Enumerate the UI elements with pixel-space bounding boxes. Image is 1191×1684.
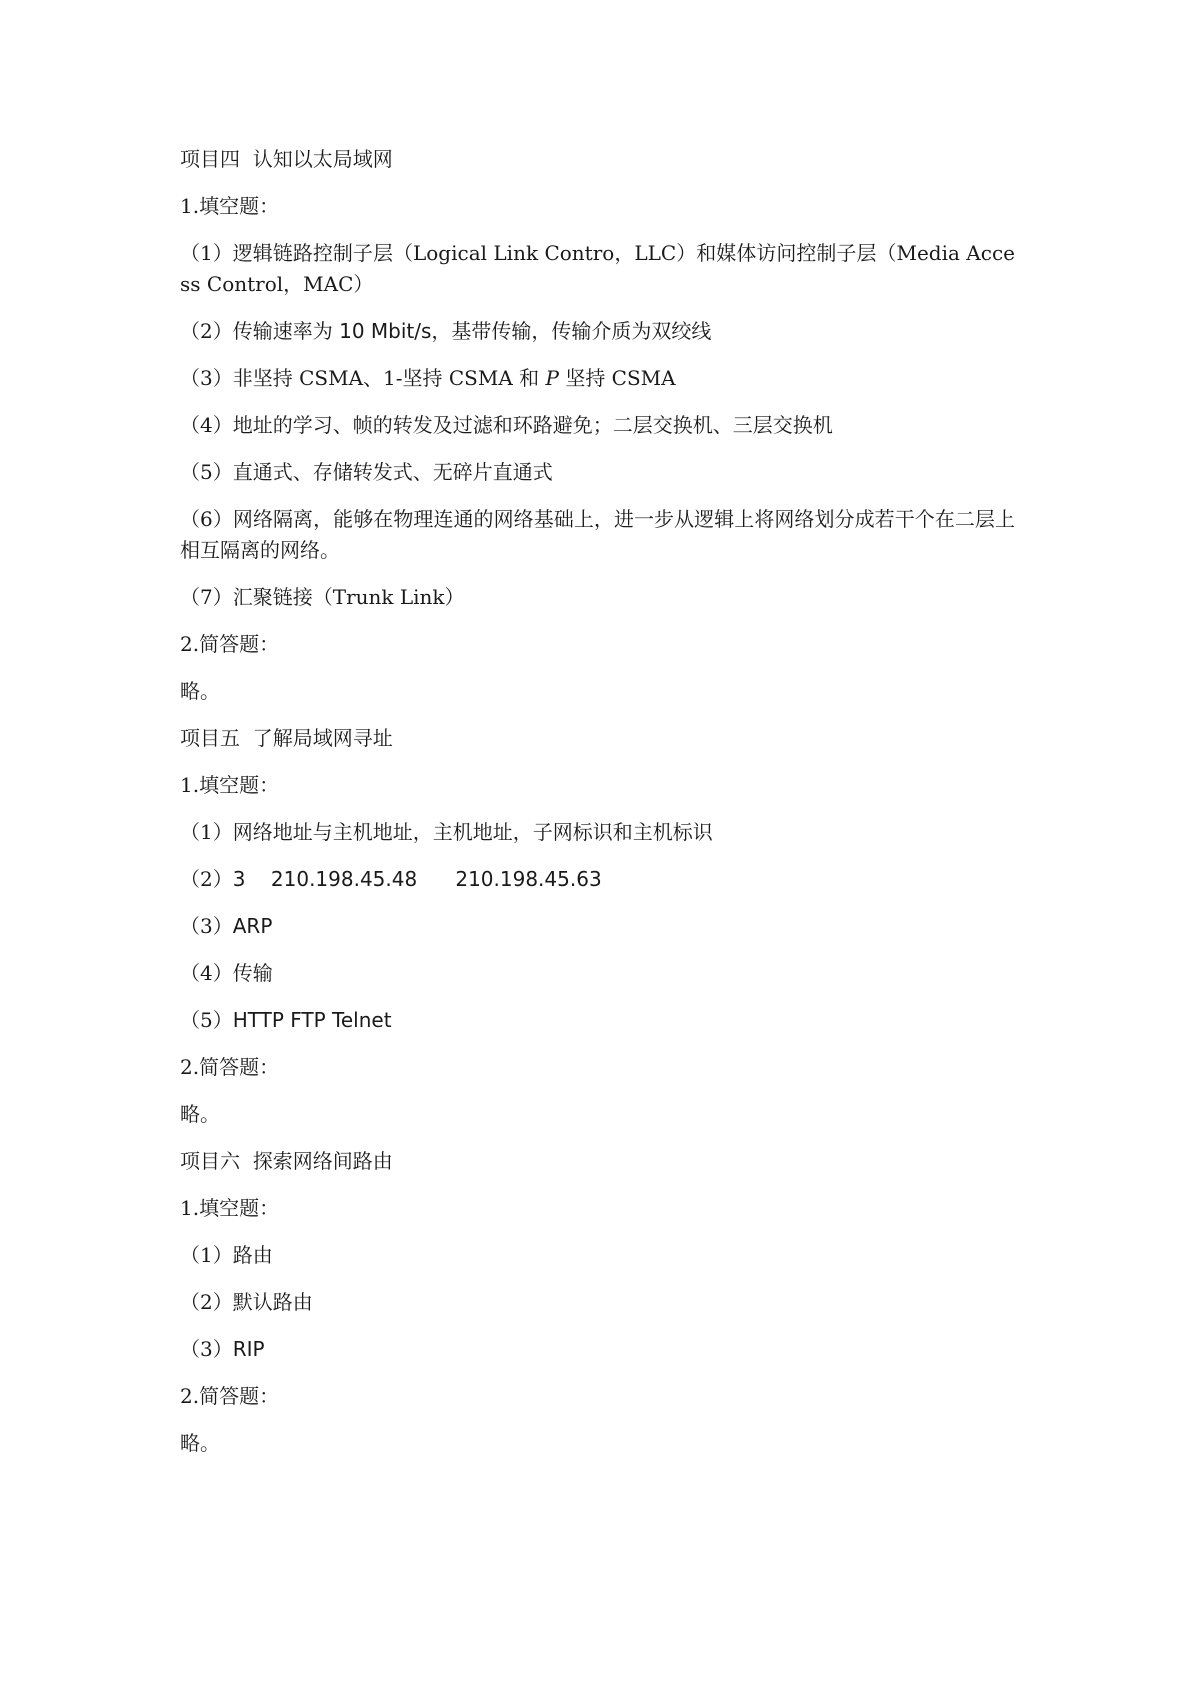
answer-item: （3）ARP	[180, 914, 273, 938]
short-answer-label: 2.简答题：	[180, 632, 280, 656]
answer-item: （1）网络地址与主机地址，主机地址，子网标识和主机标识	[180, 820, 713, 844]
section-title: 项目五 了解局域网寻址	[180, 726, 393, 750]
section-title: 项目四 认知以太局域网	[180, 147, 393, 171]
fill-in-label: 1.填空题：	[180, 1196, 280, 1220]
answer-item: （7）汇聚链接（Trunk Link）	[180, 585, 465, 609]
answer-item: （1）路由	[180, 1243, 273, 1267]
answer-item: （3）RIP	[180, 1337, 265, 1361]
fill-in-label: 1.填空题：	[180, 773, 280, 797]
short-answer: 略。	[180, 679, 220, 703]
answer-item: （2）默认路由	[180, 1290, 313, 1314]
section-title: 项目六 探索网络间路由	[180, 1149, 393, 1173]
short-answer: 略。	[180, 1102, 220, 1126]
answer-item: （4）地址的学习、帧的转发及过滤和环路避免；二层交换机、三层交换机	[180, 413, 833, 437]
answer-item: （5）HTTP FTP Telnet	[180, 1008, 392, 1032]
answer-item: （4）传输	[180, 961, 273, 985]
answer-item: （1）逻辑链路控制子层（Logical Link Contro，LLC）和媒体访问控制子层（Media Access Control，MAC）	[180, 241, 1015, 296]
answer-item: （3）非坚持 CSMA、1-坚持 CSMA 和 P 坚持 CSMA	[180, 366, 676, 390]
short-answer-label: 2.简答题：	[180, 1384, 280, 1408]
document-body	[180, 144, 1015, 1475]
short-answer-label: 2.简答题：	[180, 1055, 280, 1079]
answer-item: （6）网络隔离，能够在物理连通的网络基础上，进一步从逻辑上将网络划分成若干个在二层上相互隔离的网络。	[180, 507, 1015, 562]
answer-item: （2）传输速率为 10 Mbit/s，基带传输，传输介质为双绞线	[180, 319, 712, 343]
short-answer: 略。	[180, 1431, 220, 1455]
answer-item: （2）3 210.198.45.48 210.198.45.63	[180, 867, 602, 891]
answer-item: （5）直通式、存储转发式、无碎片直通式	[180, 460, 553, 484]
fill-in-label: 1.填空题：	[180, 194, 280, 218]
